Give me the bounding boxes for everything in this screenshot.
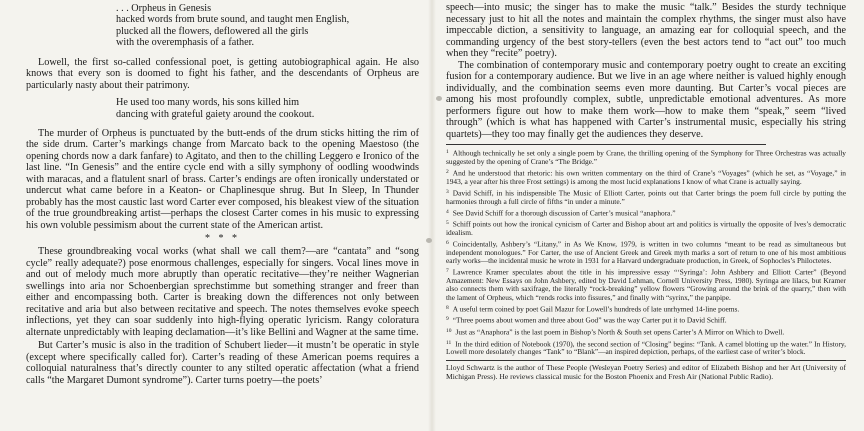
footnote-2 [446,168,846,186]
verse-line: . . . Orpheus in Genesis [116,3,212,14]
paragraph-murder-of-orpheus: The murder of Orpheus is punctuated by the butt-ends of the drum sticks hitting the rim of the side drum. Carter’s markings change from Marcato back to the opening Maestoso (the opening chords now a dark fanfare) to Agitato, and then to the chilling Leggero e Ironico of the last line. “In Genesis” and the entire cycle end with a silly symphony of oodling woodwinds with maracas, and a flatulent snarl of brass. Carter’s endings are often ironically understated or undercut what came before in a Keaton- or Chaplinesque shrug. But In Sleep, In Thunder probably has the most caustic last word Carter ever composed, his bleakest view of the situation of the true groundbreaking artist—perhaps the closest Carter comes in his music to expressing his own voluble pessimism about the current state of the American artist. [26,127,419,231]
footnote-number: 8 [446,304,449,311]
bio-rule [446,360,846,361]
footnote-7 [446,267,846,302]
footnote-text: And he understood that rhetoric: his own written commentary on the third of Crane’s “Voyages” (which he set, as “Voyage,” in 1943, a year after his three Frost settings) is among the most lucid explanations I know of what Crane is actually saying. [446,168,846,186]
footnote-text: Coincidentally, Ashbery’s “Litany,” in As We Know, 1979, is written in two columns “meant to be read as simultaneous but independent monologues.” For Carter, the use of Ancient Greek and Greek myth marks a sort of return to one of his most ambitious early works—the incidental music he wrote in 1931 for a Harvard undergraduate production, in Greek, of Sophocles’s Philoctetes. [446,239,846,266]
footnote-text: David Schiff, in his indispensible The Music of Elliott Carter, points out that Carter brings the poem full circle by putting the harmonies through a full circle of fifths “in under a minute.” [446,188,846,206]
verse-line: with the overemphasis of a father. [116,37,255,49]
footnote-6 [446,239,846,265]
left-column [26,0,419,386]
footnote-text: Lawrence Kramer speculates about the title in his impressive essay “‘Syringa’: John Ashbery and Elliott Carter” (Beyond Amazement: New Essays on John Ashbery, edited by David Lehman, Cornell University Press, 1980). Syringa are lilacs, but Kramer also connects them with saxifrage, the literally “rock-breaking” yellow flowers “Growing around the brink of the quarry,” then with the lament of Orpheus, which “rends rocks into fissures,” and finally with “syrinx,” the panpipe. [446,267,846,302]
footnote-text: In the third edition of Notebook (1970), the second section of “Closing” begins: “Tank. A camel blotting up the water.” In History, Lowell more desolately changes “Tank” to “Blank”—an inspired depiction, perhaps, of the earliest case of writer’s block. [446,339,846,357]
footnote-number: 2 [446,168,449,175]
footnote-number: 1 [446,149,449,155]
footnote-rule [446,144,766,145]
footnote-10 [446,327,846,337]
verse-orpheus-in-genesis [116,0,419,49]
footnote-text: See David Schiff for a thorough discussion of Carter’s musical “anaphora.” [452,208,676,218]
footnote-number: 10 [446,328,452,335]
footnote-number: 9 [446,316,449,323]
footnote-text: Although technically he set only a single poem by Crane, the thrilling opening of the Symphony for Three Orchestras was actually suggested by the opening of Crane’s “The Bridge.” [446,148,846,166]
verse-line: He used too many words, his sons killed him [116,97,300,109]
scan-mark [426,238,432,243]
footnote-9 [446,315,846,325]
right-column [446,0,846,381]
paragraph-contemporary-combination: The combination of contemporary music and contemporary poetry ought to create an exciting fusion for a contemporary audience. But we live in an age where neither is valued highly enough individually, and the combination seems even more daunting. But Carter’s vocal pieces are among his most profoundly complex, subtle, unpredictable emotional adventures. As more performers figure out how to make them work—how to make them “speak,” seem “lived through” (which is what has happened with Carter’s instrumental music, especially his string quartets)—they too may finally get the audiences they deserve. [446,59,846,140]
scan-mark [436,96,442,101]
footnote-8 [446,304,846,314]
footnote-text: Schiff points out how the ironical cynicism of Carter and Bishop about art and politics is virtually the opposite of Ives’s democratic idealism. [446,219,846,238]
paragraph-lowell-confessional: Lowell, the first so-called confessional poet, is getting autobiographical again. He also knows that every son is doomed to fight his father, and the descendants of Orpheus are particularly nasty about their patrimony. [26,56,419,91]
footnote-number: 11 [446,339,452,346]
footnote-number: 5 [446,220,449,227]
footnote-number: 3 [446,188,449,195]
footnote-number: 4 [446,208,449,215]
footnote-number: 7 [446,268,449,275]
footnote-text: Just as “Anaphora” is the last poem in Bishop’s North & South set opens Carter’s A Mirror on Which to Dwell. [455,327,785,337]
footnote-5 [446,219,846,237]
author-bio: Lloyd Schwartz is the author of These People (Wesleyan Poetry Series) and editor of Elizabeth Bishop and her Art (University of Michigan Press). He reviews classical music for the Boston Phoenix and Fresh Air (National Public Radio). [446,362,846,381]
footnote-4 [446,208,846,218]
footnote-1 [446,148,846,166]
footnote-number: 6 [446,240,449,247]
footnote-text: A useful term coined by poet Gail Mazur for Lowell’s hundreds of late unrhymed 14-line poems. [452,304,740,314]
paragraph-schubert-lieder: But Carter’s music is also in the tradition of Schubert lieder—it mustn’t be operatic in style (except where specifically called for). Carter’s reading of these American poems requires a colloquial naturalness that’s directly counter to any stilted operatic affectation (what a friend calls “the Margaret Dumont syndrome”). Carter turns poetry—the poets’ [26,340,419,386]
paragraph-vocal-works: These groundbreaking vocal works (what shall we call them?—are “cantata” and “song cycle” really adequate?) pose enormous challenges, especially for singers. Vocal lines move in and out of melody much more abruptly than operatic recitative—they’re neither Wagnerian swellings into aria nor Schoenbergian sprechstimme but something stranger and freer than either and encompassing both. Carter is breaking down the differences not only between recitative and aria but also between recitative and speech. The notes themselves evoke speech inflections, yet they can soar suddenly into high-flying operatic lyricism. Rangy coloratura alternate unpredictably with leaping declamation—it’s like Bellini and Wagner at the same time. [26,246,419,338]
right-page [432,0,864,431]
verse-line: dancing with grateful gaiety around the cookout. [116,108,315,120]
verse-sons-killed-him [116,97,419,120]
verse-line: hacked words from brute sound, and taught men English, [116,14,350,26]
footnote-3 [446,188,846,206]
footnote-11 [446,339,846,357]
verse-line: plucked all the flowers, deflowered all the girls [116,25,309,37]
footnotes [446,148,846,357]
paragraph-speech-into-music: speech—into music; the singer has to make the music “talk.” Besides the sturdy technique necessary just to hit all the notes and maintain the complex rhythms, the singer must also have impeccable diction, a sensitivity to language, an amazing ear for colloquial speech, and the commanding urgency of the best story-tellers (even the best actors tend to “act out” too much when they “recite” poetry). [446,2,846,59]
section-separator: * * * [205,233,240,245]
footnote-text: “Three poems about women and three about God” was the way Carter put it to David Schiff. [452,315,727,325]
